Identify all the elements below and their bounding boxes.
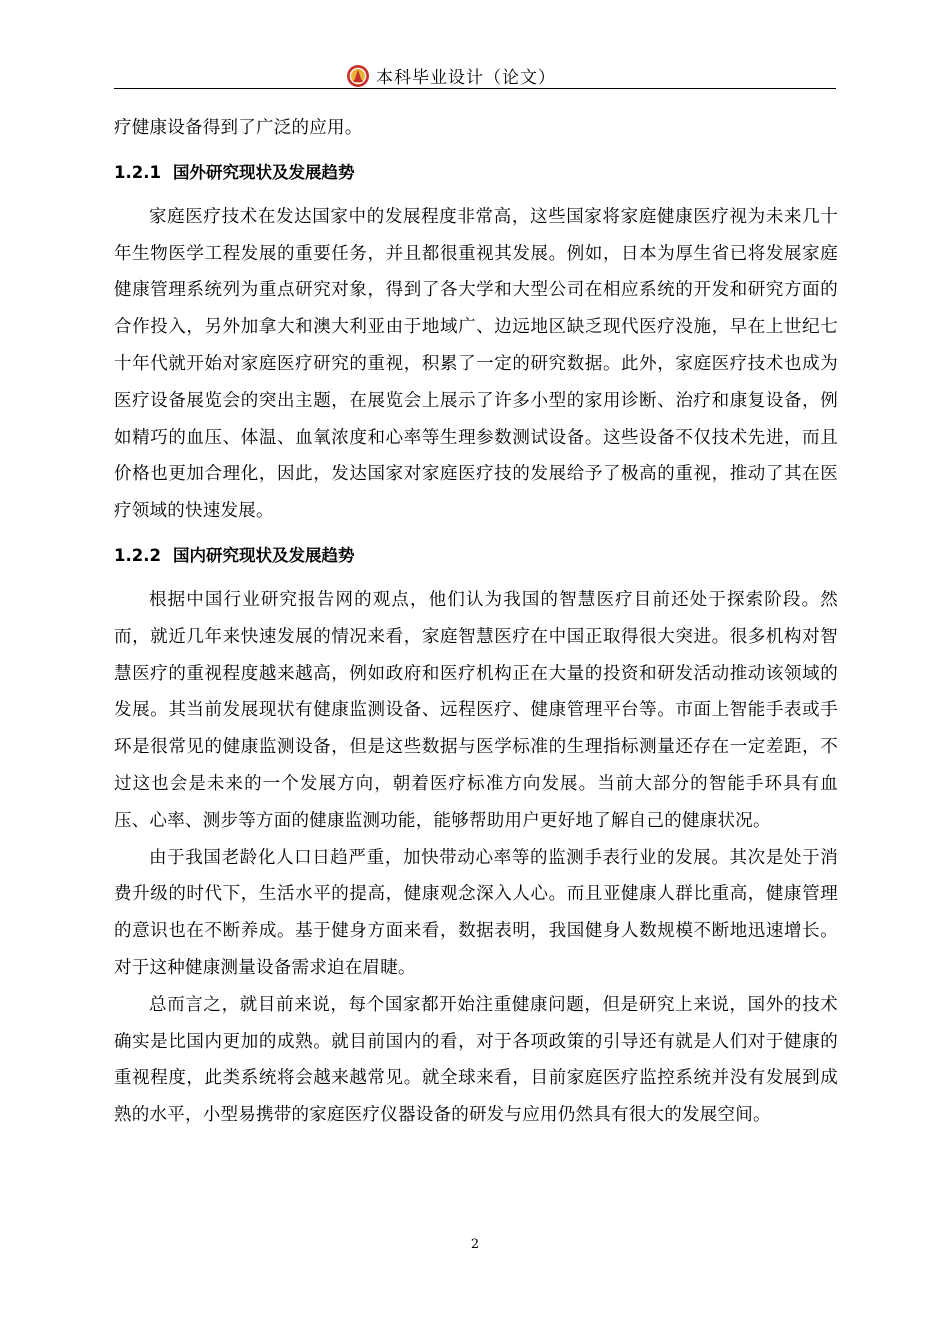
intro-paragraph-tail: 疗健康设备得到了广泛的应用。 [114, 118, 363, 138]
section-1-2-1-paragraph: 家庭医疗技术在发达国家中的发展程度非常高，这些国家将家庭健康医疗视为未来几十年生物医学工程发展的重要任务，并且都很重视其发展。例如，日本为厚生省已将发展家庭健康管理系统列为重点研究对象，得到了各大学和大型公司在相应系统的开发和研究方面的合作投入，另外加拿大和澳大利亚由于地域广、边远地区缺乏现代医疗没施，早在上世纪七十年代就开始对家庭医疗研究的重视，积累了一定的研究数据。此外，家庭医疗技术也成为医疗设备展览会的突出主题，在展览会上展示了许多小型的家用诊断、治疗和康复设备，例如精巧的血压、体温、血氧浓度和心率等生理参数测试设备。这些设备不仅技术先进，而且价格也更加合理化，因此，发达国家对家庭医疗技的发展给予了极高的重视，推动了其在医疗领域的快速发展。 [114, 206, 838, 522]
page-body [114, 110, 838, 1134]
section-1-2-2-paragraph-2: 由于我国老龄化人口日趋严重，加快带动心率等的监测手表行业的发展。其次是处于消费升级的时代下，生活水平的提高，健康观念深入人心。而且亚健康人群比重高，健康管理的意识也在不断养成。基于健身方面来看，数据表明，我国健身人数规模不断地迅速增长。对于这种健康测量设备需求迫在眉睫。 [114, 847, 838, 978]
section-number: 1.2.2 [114, 545, 161, 565]
section-1-2-2-paragraph-3: 总而言之，就目前来说，每个国家都开始注重健康问题，但是研究上来说，国外的技术确实是比国内更加的成熟。就目前国内的看，对于各项政策的引导还有就是人们对于健康的重视程度，此类系统将会越来越常见。就全球来看，目前家庭医疗监控系统并没有发展到成熟的水平，小型易携带的家庭医疗仪器设备的研发与应用仍然具有很大的发展空间。 [114, 994, 838, 1126]
page-number: 2 [470, 1237, 480, 1252]
section-title: 国外研究现状及发展趋势 [172, 162, 355, 182]
header-title: 本科毕业设计（论文） [376, 68, 556, 88]
section-title: 国内研究现状及发展趋势 [172, 545, 355, 565]
section-heading-1-2-2 [114, 538, 838, 574]
section-heading-1-2-1 [114, 155, 838, 191]
page-header [114, 58, 836, 88]
university-emblem-icon [346, 64, 370, 88]
section-1-2-2-paragraph-1: 根据中国行业研究报告网的观点，他们认为我国的智慧医疗目前还处于探索阶段。然而，就近几年来快速发展的情况来看，家庭智慧医疗在中国正取得很大突进。很多机构对智慧医疗的重视程度越来越高，例如政府和医疗机构正在大量的投资和研发活动推动该领域的发展。其当前发展现状有健康监测设备、远程医疗、健康管理平台等。市面上智能手表或手环是很常见的健康监测设备，但是这些数据与医学标准的生理指标测量还存在一定差距，不过这也会是未来的一个发展方向，朝着医疗标准方向发展。当前大部分的智能手环具有血压、心率、测步等方面的健康监测功能，能够帮助用户更好地了解自己的健康状况。 [114, 589, 838, 831]
header-divider [114, 88, 836, 89]
section-number: 1.2.1 [114, 162, 161, 182]
